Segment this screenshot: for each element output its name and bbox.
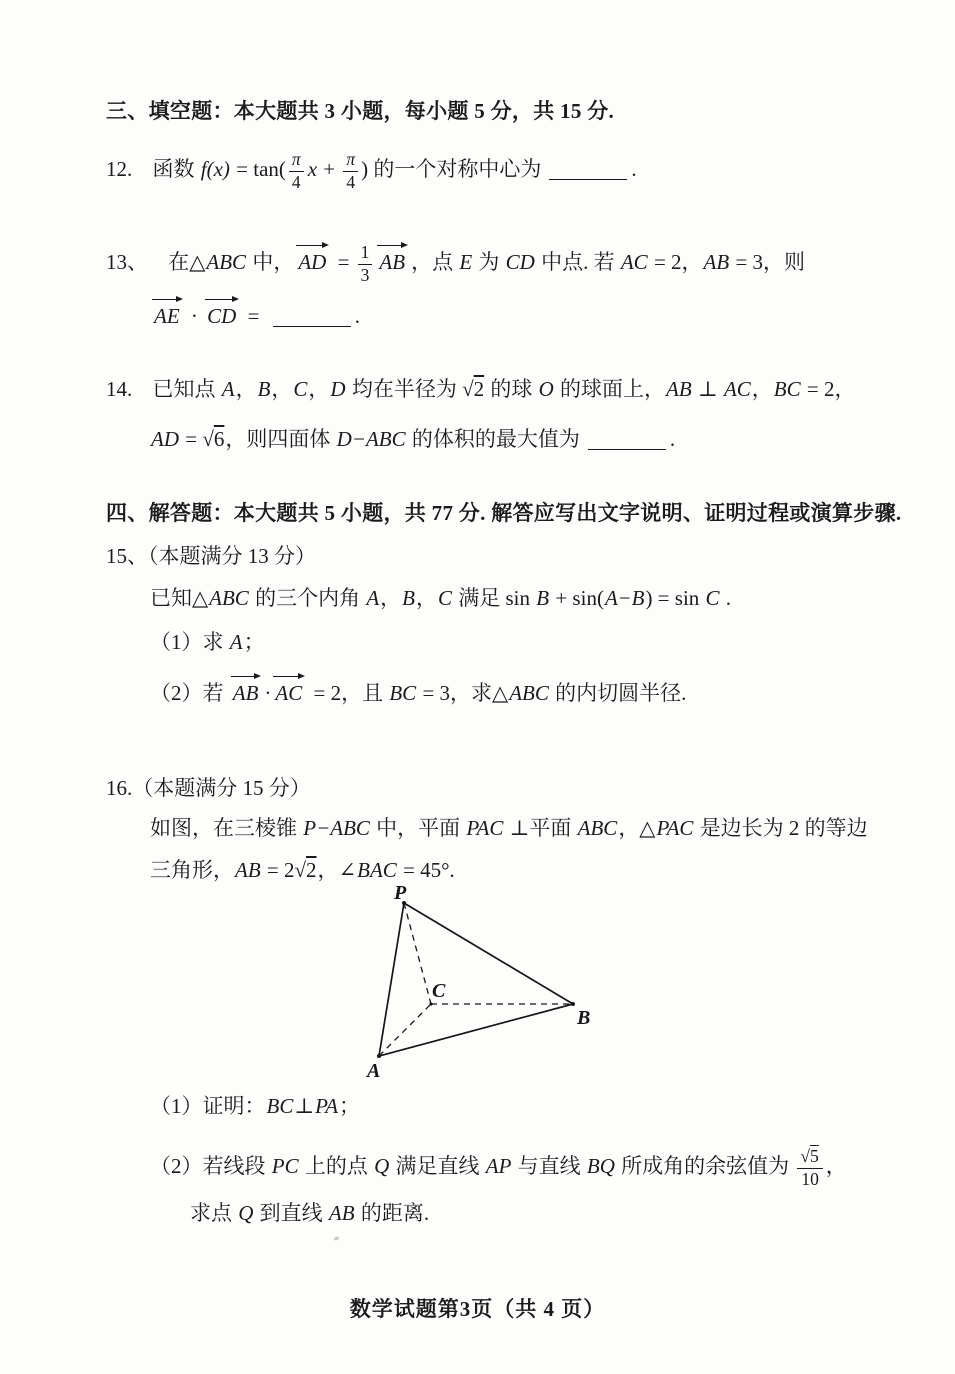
text-run: 满足直线 — [390, 1153, 485, 1178]
math-var: Q — [374, 1153, 390, 1178]
vertex-C-dot — [429, 1002, 432, 1005]
fraction-numerator: π — [343, 150, 358, 172]
text-run: 到直线 — [254, 1201, 328, 1225]
math-var: PA — [315, 1094, 339, 1118]
text-run: ， — [751, 377, 773, 401]
math-var: O — [538, 377, 554, 401]
edge-PB — [404, 903, 573, 1004]
text-run: . — [631, 156, 637, 181]
answer-blank — [588, 429, 666, 450]
tetrahedron-svg — [330, 885, 660, 1090]
question-16-head — [106, 775, 311, 802]
math-run: − — [618, 586, 631, 610]
question-14-line-2 — [150, 426, 675, 453]
math-run: . — [720, 586, 732, 610]
math-var: A — [229, 630, 243, 654]
text-run: ， — [380, 586, 402, 610]
math-var: A — [604, 586, 618, 610]
perpendicular-symbol: ⊥ — [692, 377, 723, 401]
math-var: AC — [723, 377, 751, 401]
math-var: B — [631, 586, 645, 610]
text-run: 所成角的余弦值为 — [615, 1153, 795, 1178]
sqrt-6 — [202, 427, 225, 451]
text-run: 中，平面 — [370, 816, 466, 840]
math-var: AB — [666, 377, 692, 401]
math-run: = 2，且 — [308, 681, 389, 705]
math-var: AC — [620, 250, 648, 274]
radicand: 5 — [810, 1146, 819, 1166]
text-run: 已知△ — [150, 586, 209, 610]
vertex-B-dot — [571, 1002, 575, 1006]
math-run: = 2 — [261, 858, 295, 882]
text-run: 如图，在三棱锥 — [150, 816, 303, 840]
math-var: f(x) — [200, 156, 230, 181]
text-run: 的内切圆半径. — [549, 681, 687, 705]
text-run: 已知点 — [152, 377, 221, 401]
math-var: AB — [328, 1201, 355, 1225]
text-run: ， — [415, 586, 437, 610]
question-number: 12. — [106, 156, 133, 181]
math-run: = 2， — [801, 377, 856, 401]
text-run: ， — [235, 377, 257, 401]
math-var: E — [459, 250, 473, 274]
text-run: 三角形， — [150, 858, 234, 882]
math-var: CD — [505, 250, 535, 274]
question-15-head — [106, 543, 316, 570]
math-var: C — [705, 586, 720, 610]
fraction-numerator — [797, 1147, 822, 1169]
text-run: 的球 — [485, 377, 538, 401]
math-var: BC — [389, 681, 417, 705]
text-run: . — [669, 427, 676, 451]
text-run: 求点 — [190, 1201, 238, 1225]
math-var: AP — [485, 1153, 512, 1178]
math-run: = 45°. — [397, 858, 455, 882]
fraction-denominator: 10 — [801, 1168, 819, 1189]
vector-CD: CD — [205, 297, 239, 330]
text-run: （1）求 — [150, 630, 229, 654]
text-run: 的体积的最大值为 — [406, 427, 580, 451]
text-run: 中点. 若 — [535, 250, 620, 274]
math-var: AB — [235, 858, 261, 882]
text-run: ， — [271, 377, 293, 401]
text-run: 是边长为 2 的等边 — [694, 816, 868, 840]
fraction-denominator: 4 — [291, 171, 301, 192]
page-footer — [0, 1293, 955, 1323]
math-run: = 3，求△ — [417, 681, 509, 705]
text-run: （2）若线段 — [150, 1153, 271, 1178]
fraction-numerator: π — [289, 150, 304, 172]
text-run: 在△ — [168, 250, 206, 274]
question-16-line-2 — [150, 857, 455, 884]
vertex-A-dot — [377, 1054, 381, 1058]
answer-blank — [549, 159, 627, 180]
text-run: 的球面上， — [554, 377, 666, 401]
math-var: ABC — [577, 816, 618, 840]
fraction — [343, 150, 358, 192]
math-var: Q — [238, 1201, 254, 1225]
math-run: = — [180, 427, 203, 451]
math-var: A — [366, 586, 380, 610]
vector-AE: AE — [152, 297, 183, 330]
question-13-line-2 — [150, 297, 360, 330]
radicand: 6 — [213, 427, 225, 451]
math-var: C — [293, 377, 308, 401]
text-run: ， — [308, 377, 330, 401]
text-run: ，∠ — [317, 858, 357, 882]
question-15-part-2 — [150, 674, 686, 707]
text-run: 上的点 — [299, 1153, 374, 1178]
math-var: AB — [703, 250, 730, 274]
text-run: （1）证明： — [150, 1094, 266, 1118]
math-var: C — [437, 586, 452, 610]
question-14-line-1 — [106, 376, 855, 403]
section4-header — [106, 500, 901, 527]
vector-AB: AB — [231, 674, 262, 707]
text-run: 函数 — [152, 156, 200, 181]
fraction-denominator: 3 — [360, 264, 370, 285]
vertex-label-a: A — [367, 1060, 381, 1082]
math-var: PAC — [656, 816, 694, 840]
vertex-label-b: B — [577, 1007, 591, 1029]
text-run: ⊥平面 — [504, 816, 577, 840]
text-run: 均在半径为 — [346, 377, 463, 401]
math-run: · — [185, 304, 204, 328]
fraction-denominator: 4 — [346, 171, 356, 192]
question-16-head-text: 16.（本题满分 15 分） — [106, 776, 311, 800]
section4-header-text: 四、解答题：本大题共 5 小题，共 77 分. 解答应写出文字说明、证明过程或演算步骤. — [106, 501, 902, 525]
vertex-label-p: P — [394, 885, 407, 904]
text-run: 中， — [247, 250, 295, 274]
fraction — [289, 150, 304, 192]
scan-artifact — [334, 1236, 340, 1241]
math-run: = — [332, 250, 355, 274]
math-run: = 3，则 — [730, 250, 806, 274]
text-run: ，则四面体 — [225, 427, 336, 451]
math-var: ABC — [209, 586, 249, 610]
question-15-head-text: 15、（本题满分 13 分） — [106, 544, 316, 568]
math-var: B — [536, 586, 550, 610]
edge-PC-dashed — [404, 903, 431, 1004]
text-run: 的一个对称中心为 — [368, 156, 542, 181]
radical-sign: √ — [462, 377, 474, 401]
text-run: 满足 — [453, 586, 506, 610]
math-var: BAC — [357, 858, 397, 882]
radical-sign: √ — [294, 858, 307, 882]
question-16-part-1 — [150, 1093, 360, 1120]
radicand: 2 — [473, 377, 485, 401]
text-run: . — [354, 304, 360, 328]
math-var: A — [221, 377, 235, 401]
question-16-part-2 — [150, 1147, 847, 1189]
math-var: PAC — [466, 816, 504, 840]
text-run: ，点 — [411, 250, 459, 274]
vector-AC: AC — [273, 674, 305, 707]
math-var: x — [307, 156, 318, 181]
math-run: = — [242, 304, 265, 328]
radical-sign: √ — [202, 427, 214, 451]
text-run: 的距离. — [355, 1201, 430, 1225]
math-var: BC — [266, 1094, 294, 1118]
math-var: BC — [773, 377, 801, 401]
perpendicular-symbol: ⊥ — [294, 1094, 315, 1118]
question-13-line-1 — [106, 243, 805, 285]
math-run: ) — [361, 156, 369, 181]
math-var: D — [330, 377, 346, 401]
figure-tetrahedron — [330, 885, 660, 1090]
text-run: ， — [825, 1153, 847, 1178]
math-run: ) = sin — [645, 586, 705, 610]
text-run: 的三个内角 — [249, 586, 366, 610]
sqrt-2 — [295, 858, 318, 882]
question-12 — [106, 150, 637, 192]
edge-AB — [379, 1004, 573, 1056]
text-run: ； — [243, 630, 265, 654]
text-run: 为 — [473, 250, 505, 274]
question-15-part-1 — [150, 629, 265, 656]
edge-PA — [379, 903, 404, 1056]
question-number: 14. — [106, 377, 133, 401]
math-var: D−ABC — [336, 427, 406, 451]
sqrt-2 — [462, 377, 485, 401]
math-run: · — [264, 681, 272, 705]
radical-sign: √ — [800, 1146, 811, 1166]
math-run: = 2， — [648, 250, 703, 274]
section3-header-text: 三、填空题：本大题共 3 小题，每小题 5 分，共 15 分. — [106, 99, 615, 123]
fraction — [358, 243, 373, 285]
text-run: （2）若 — [150, 681, 229, 705]
math-run: sin — [505, 586, 536, 610]
text-run: ，△ — [618, 816, 656, 840]
math-var: ABC — [509, 681, 549, 705]
text-run: 与直线 — [512, 1153, 586, 1178]
question-15-intro — [150, 585, 731, 612]
question-16-line-1 — [150, 815, 868, 842]
question-number: 13、 — [106, 250, 148, 274]
math-run: + sin( — [550, 586, 604, 610]
math-run: = tan( — [230, 156, 286, 181]
math-var: ABC — [206, 250, 247, 274]
answer-blank — [273, 306, 351, 327]
text-run: ； — [339, 1094, 361, 1118]
page-footer-text: 数学试题第3页（共 4 页） — [349, 1297, 606, 1321]
vertex-label-c: C — [432, 980, 446, 1002]
math-var: PC — [271, 1153, 299, 1178]
fraction-sqrt5-over-10 — [797, 1147, 822, 1189]
vector-AB: AB — [377, 243, 408, 276]
vector-AD: AD — [296, 243, 329, 276]
sqrt-5 — [800, 1146, 819, 1166]
question-16-line-3 — [190, 1200, 429, 1227]
math-var: AD — [151, 427, 179, 451]
math-var: B — [257, 377, 271, 401]
math-var: BQ — [586, 1153, 615, 1178]
math-var: B — [402, 586, 415, 610]
math-var: P−ABC — [303, 816, 370, 840]
math-run: + — [318, 156, 341, 181]
fraction-numerator: 1 — [358, 243, 373, 265]
radicand: 2 — [306, 858, 317, 882]
section3-header — [106, 98, 614, 125]
